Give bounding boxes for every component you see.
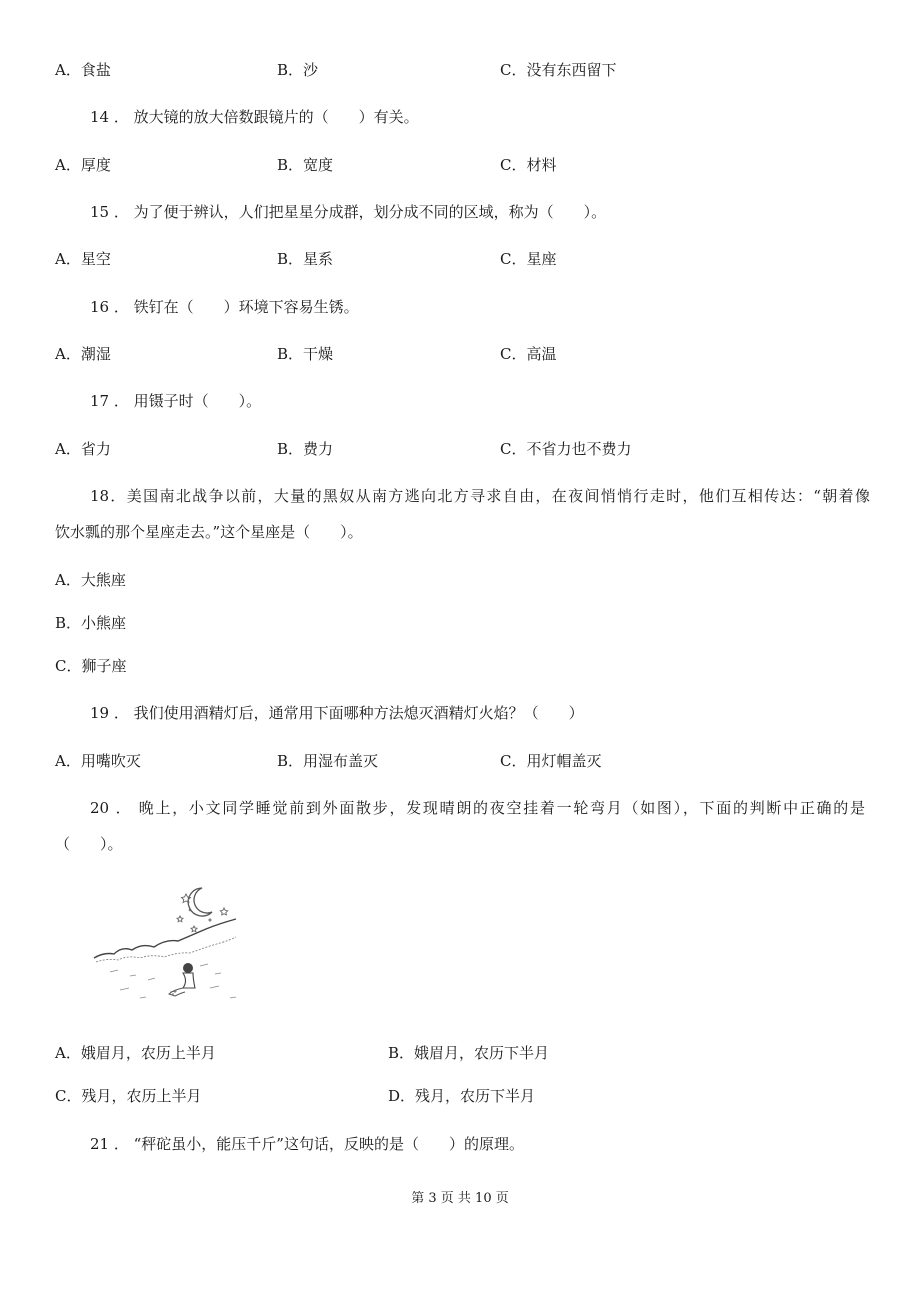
- q17-option-b: B．费力: [277, 440, 334, 458]
- q20-option-b: B．娥眉月，农历下半月: [388, 1044, 550, 1062]
- crescent-moon-illustration: [90, 880, 240, 1005]
- q14-option-b: B．宽度: [277, 156, 334, 174]
- q21-stem: 21 ． “秤砣虽小，能压千斤”这句话，反映的是（ ）的原理。: [90, 1135, 524, 1153]
- q15-option-b: B．星系: [277, 250, 334, 268]
- q16-option-c: C．高温: [500, 345, 557, 363]
- q14-option-a: A．厚度: [55, 156, 111, 174]
- q14-stem: 14 ． 放大镜的放大倍数跟镜片的（ ）有关。: [90, 108, 419, 126]
- q19-option-c: C．用灯帽盖灭: [500, 752, 602, 770]
- q17-stem: 17 ． 用镊子时（ ）。: [90, 392, 262, 410]
- q16-option-a: A．潮湿: [55, 345, 111, 363]
- q16-stem: 16 ． 铁钉在（ ）环境下容易生锈。: [90, 298, 359, 316]
- q18-option-b: B．小熊座: [55, 614, 127, 632]
- q15-option-c: C．星座: [500, 250, 557, 268]
- q20-stem-line-1: 20 ． 晚上，小文同学睡觉前到外面散步，发现晴朗的夜空挂着一轮弯月（如图），下面的判断中正确的是: [90, 799, 865, 817]
- q20-option-d: D．残月，农历下半月: [388, 1087, 536, 1105]
- q15-stem: 15 ． 为了便于辨认，人们把星星分成群，划分成不同的区域，称为（ ）。: [90, 203, 607, 221]
- q19-option-a: A．用嘴吹灭: [55, 752, 141, 770]
- q19-stem: 19 ． 我们使用酒精灯后，通常用下面哪种方法熄灭酒精灯火焰？（ ）: [90, 704, 584, 722]
- q18-option-c: C．狮子座: [55, 657, 127, 675]
- q18-stem-line-1: 18．美国南北战争以前，大量的黑奴从南方逃向北方寻求自由，在夜间悄悄行走时，他们互相传达：“朝着像: [90, 487, 870, 505]
- q18-option-a: A．大熊座: [55, 571, 126, 589]
- q19-option-b: B．用湿布盖灭: [277, 752, 379, 770]
- q20-option-a: A．娥眉月，农历上半月: [55, 1044, 216, 1062]
- q13-option-c: C．没有东西留下: [500, 61, 617, 79]
- q17-option-a: A．省力: [55, 440, 111, 458]
- q14-option-c: C．材料: [500, 156, 557, 174]
- page-footer: 第 3 页 共 10 页: [411, 1191, 509, 1206]
- q16-option-b: B．干燥: [277, 345, 334, 363]
- q18-stem-line-2: 饮水瓢的那个星座走去。”这个星座是（ ）。: [55, 523, 363, 541]
- q15-option-a: A．星空: [55, 250, 111, 268]
- q20-option-c: C．残月，农历上半月: [55, 1087, 202, 1105]
- q13-option-b: B．沙: [277, 61, 319, 79]
- q13-option-a: A．食盐: [55, 61, 111, 79]
- q20-stem-line-2: （ ）。: [55, 835, 123, 853]
- q17-option-c: C．不省力也不费力: [500, 440, 632, 458]
